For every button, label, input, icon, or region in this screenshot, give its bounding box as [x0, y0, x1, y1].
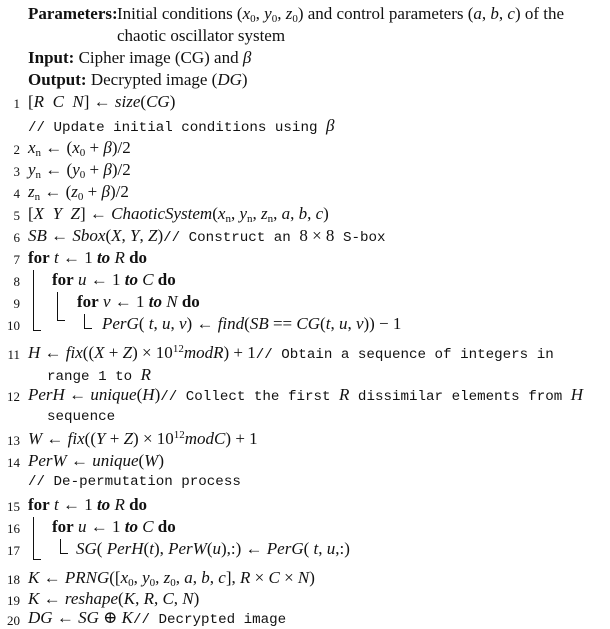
line-13: W ← $fix((Y + Z) \times 10^{12}modC) + 1$	[28, 429, 258, 448]
line-12: PerH ← unique(H)// Collect the first R dissimilar elements from H	[28, 385, 584, 405]
comment-depermutation: // De-permutation process	[28, 474, 241, 490]
line-18: K ← $PRNG([x_0$, $y_0$, $z_0$, a, b, c], R × C × N)	[28, 568, 315, 589]
line-number: 9	[13, 296, 20, 311]
line-17: SG( PerH(t), PerW(u),:) ← PerG( t, u,:)	[76, 539, 350, 558]
parameters-text: Initial conditions ($x_0$, $y_0$, $z_0$) and control parameters (a, b, c) of the	[117, 4, 565, 25]
line-number: 4	[13, 186, 20, 201]
line-number: 17	[7, 543, 20, 558]
parameters-label: Parameters:	[28, 4, 118, 23]
for-u-block-end	[57, 320, 65, 321]
line-number: 1	[13, 96, 20, 111]
line-7: for t ← 1 to R do	[28, 248, 148, 267]
line-number: 16	[7, 521, 20, 536]
line-1: [R C N] ← size(CG)	[28, 92, 176, 111]
line-12-cont: sequence	[47, 409, 116, 425]
output-text: Decrypted image (DG)	[90, 70, 248, 89]
line-number: 14	[7, 455, 20, 470]
output-row	[28, 70, 248, 90]
line-number: 3	[13, 164, 20, 179]
for-t-block-bar	[33, 270, 34, 330]
parameters-row	[28, 4, 118, 24]
line-16: for u ← 1 to C do	[52, 517, 176, 536]
line-2: $x_n$ ← $(x_0 + \beta)/2$	[28, 138, 131, 159]
line-20: DG ← SG ⊕ K// Decrypted image	[28, 608, 287, 628]
line-10: PerG( t, u, v) ← find(SB == CG(t, u, v)) − 1	[102, 314, 402, 333]
line-number: 10	[7, 318, 20, 333]
line-number: 13	[7, 433, 20, 448]
line-number: 2	[13, 142, 20, 157]
for-u2-block-bar	[60, 539, 61, 553]
line-number: 19	[7, 593, 20, 608]
line-number: 8	[13, 274, 20, 289]
for-t2-block-end	[33, 559, 41, 560]
line-9: for v ← 1 to N do	[77, 292, 200, 311]
input-label: Input:	[28, 48, 75, 67]
for-u2-block-end	[60, 553, 68, 554]
line-8: for u ← 1 to C do	[52, 270, 176, 289]
line-number: 15	[7, 499, 20, 514]
line-14: PerW ← unique(W)	[28, 451, 165, 470]
line-number: 6	[13, 230, 20, 245]
line-number: 12	[7, 389, 20, 404]
line-6: SB ← Sbox(X, Y, Z)// Construct an 8 × 8 S-box	[28, 226, 386, 246]
for-u-block-bar	[57, 292, 58, 320]
line-4: $z_n$ ← $(z_0 + \beta)/2$	[28, 182, 129, 203]
line-number: 11	[7, 347, 20, 362]
parameters-text-cont: chaotic oscillator system	[117, 26, 286, 45]
line-3: $y_n$ ← $(y_0 + \beta)/2$	[28, 160, 131, 181]
line-11: H ← $fix((X + Z) \times 10^{12}modR) + 1//$ Obtain a sequence of integers in	[28, 343, 554, 363]
line-15: for t ← 1 to R do	[28, 495, 148, 514]
for-t-block-end	[33, 330, 41, 331]
for-v-block-bar	[84, 314, 85, 328]
line-20-comment: // Decrypted image	[132, 612, 287, 628]
line-number: 7	[13, 252, 20, 267]
input-text: Cipher image (CG) and β	[78, 48, 252, 67]
line-number: 20	[7, 613, 20, 628]
for-v-block-end	[84, 328, 92, 329]
output-label: Output:	[28, 70, 87, 89]
comment-update: // Update initial conditions using β	[28, 116, 335, 136]
line-11-cont: range 1 to R	[47, 365, 152, 385]
line-number: 5	[13, 208, 20, 223]
line-number: 18	[7, 572, 20, 587]
for-t2-block-bar	[33, 517, 34, 559]
line-5: [X Y Z] ← $ChaoticSystem(x_n$, $y_n$, $z_n$, a, b, c)	[28, 204, 329, 225]
input-row	[28, 48, 251, 68]
line-19: K ← reshape(K, R, C, N)	[28, 589, 200, 608]
